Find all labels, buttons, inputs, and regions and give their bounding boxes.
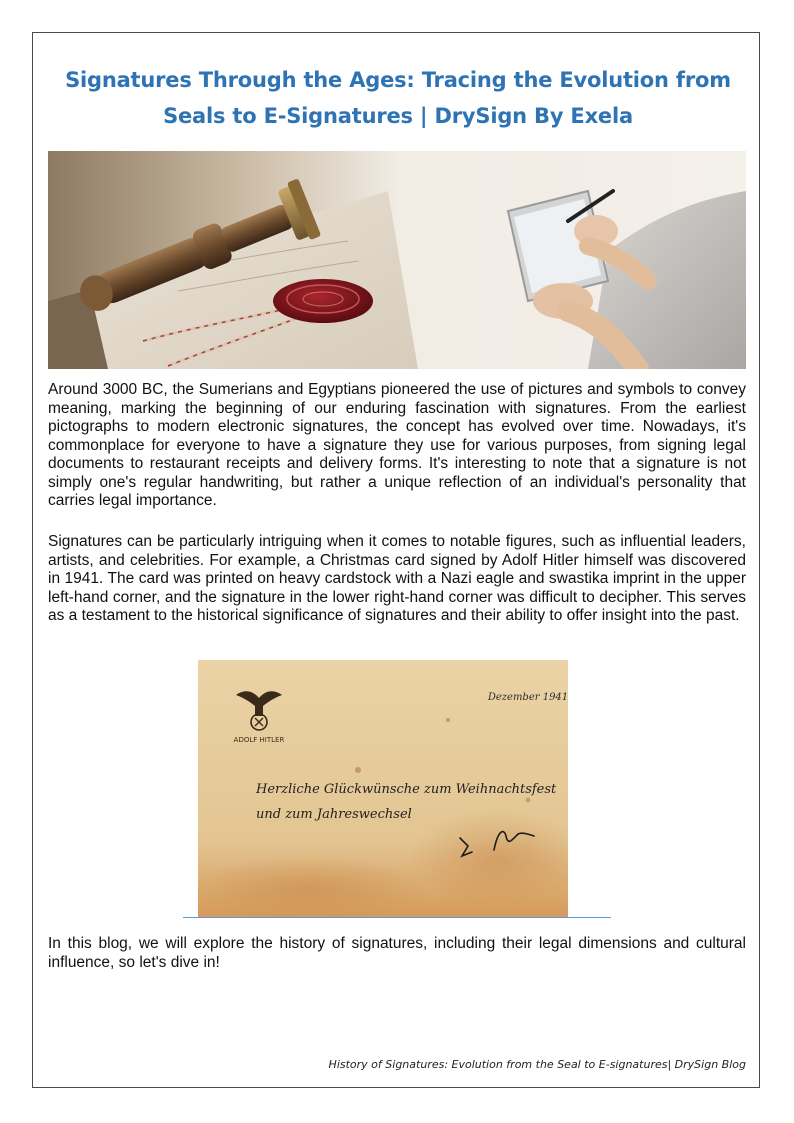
card-greeting-line1: Herzliche Glückwünsche zum Weihnachtsfest [256,782,557,797]
christmas-card-image [198,660,568,917]
page-footer: History of Signatures: Evolution from the Seal to E-signatures| DrySign Blog [328,1058,746,1071]
hero-image [48,151,746,369]
card-name: ADOLF HITLER [233,736,285,744]
card-date: Dezember 1941 [487,692,568,703]
card-greeting-line2: und zum Jahreswechsel [256,807,412,822]
document-title: Signatures Through the Ages: Tracing the Evolution from Seals to E-Signatures | DrySign By Exela [65,68,731,128]
paragraph-intro: Around 3000 BC, the Sumerians and Egyptians pioneered the use of pictures and symbols to convey meaning, marking the beginning of our enduring fascination with signatures. From the earliest pictographs to modern electronic signatures, the concept has evolved over time. Nowadays, it's commonplace for everyone to have a signature they use for various purposes, from signing legal documents to restaurant receipts and delivery forms. It's interesting to note that a signature is not simply one's regular handwriting, but rather a unique reflection of an individual's personality that carries legal importance. [48,381,746,509]
paragraph-notable-figures: Signatures can be particularly intriguing when it comes to notable figures, such as influential leaders, artists, and celebrities. For example, a Christmas card signed by Adolf Hitler himself was discovered in 1941. The card was printed on heavy cardstock with a Nazi eagle and swastika imprint in the upper left-hand corner, and the signature in the lower right-hand corner was difficult to decipher. This serves as a testament to the historical significance of signatures and their ability to offer insight into the past. [48,533,746,624]
paragraph-blog-intro: In this blog, we will explore the history of signatures, including their legal dimensions and cultural influence, so let's dive in! [48,935,746,971]
image-underline [183,917,611,918]
